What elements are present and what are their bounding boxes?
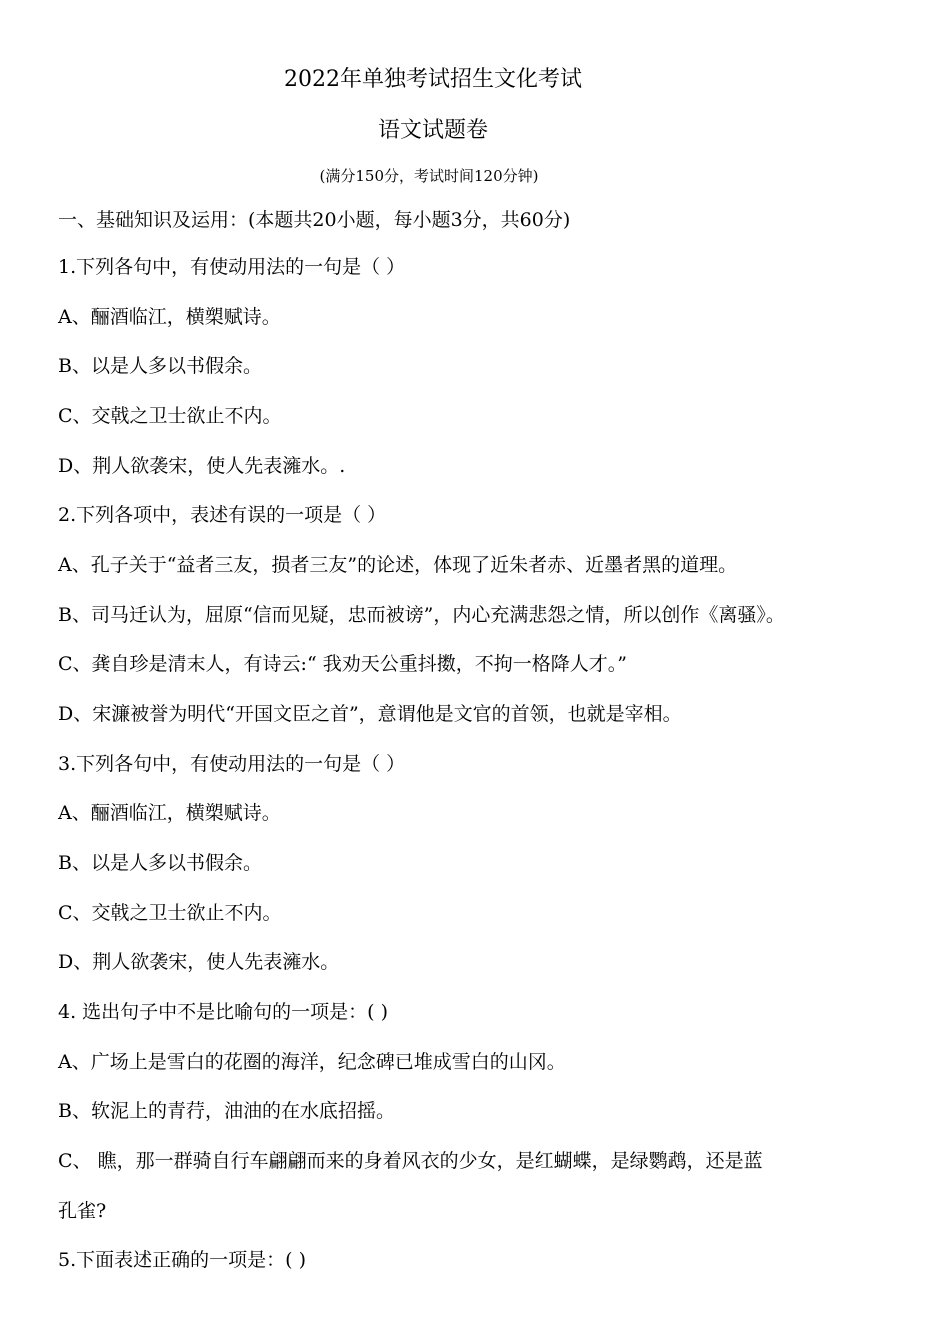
question-2-stem: 2.下列各项中，表述有误的一项是（ ） (58, 504, 387, 526)
exam-title: 2022年单独考试招生文化考试 (284, 67, 582, 92)
question-1-option-d: D、荆人欲袭宋，使人先表澭水。. (58, 455, 346, 477)
exam-subtitle: 语文试题卷 (377, 118, 488, 143)
question-3-option-a: A、酾酒临江，横槊赋诗。 (58, 802, 281, 824)
question-3-option-b: B、以是人多以书假余。 (58, 852, 262, 874)
question-1-option-b: B、以是人多以书假余。 (58, 355, 262, 377)
question-4-option-c: C、 瞧，那一群骑自行车翩翩而来的身着风衣的少女，是红蝴蝶，是绿鹦鹉，还是蓝 (58, 1150, 763, 1172)
question-2-option-b: B、司马迁认为，屈原“信而见疑，忠而被谤”，内心充满悲怨之情，所以创作《离骚》。 (58, 604, 785, 626)
question-5-stem: 5.下面表述正确的一项是：( ) (58, 1249, 306, 1271)
question-3-option-c: C、交戟之卫士欲止不内。 (58, 902, 282, 924)
exam-note: (满分150分，考试时间120分钟) (319, 167, 539, 185)
question-3-stem: 3.下列各句中，有使动用法的一句是（ ） (58, 753, 406, 775)
question-4-option-b: B、软泥上的青荇，油油的在水底招摇。 (58, 1100, 395, 1122)
question-3-option-d: D、荆人欲袭宋，使人先表澭水。 (58, 951, 340, 973)
question-1-option-a: A、酾酒临江，横槊赋诗。 (58, 306, 281, 328)
question-2-option-c: C、龚自珍是清末人，有诗云:“ 我劝天公重抖擞，不拘一格降人才。” (58, 653, 627, 675)
question-2-option-d: D、宋濂被誉为明代“开国文臣之首”，意谓他是文官的首领，也就是宰相。 (58, 703, 682, 725)
section-heading: 一、基础知识及运用：(本题共20小题，每小题3分，共60分) (58, 209, 571, 231)
question-1-stem: 1.下列各句中，有使动用法的一句是（ ） (58, 256, 406, 278)
question-2-option-a: A、孔子关于“益者三友，损者三友”的论述，体现了近朱者赤、近墨者黑的道理。 (58, 554, 738, 576)
question-1-option-c: C、交戟之卫士欲止不内。 (58, 405, 282, 427)
question-4-option-a: A、广场上是雪白的花圈的海洋，纪念碑已堆成雪白的山冈。 (58, 1051, 566, 1073)
question-4-option-c-continued: 孔雀? (58, 1200, 107, 1222)
question-4-stem: 4. 选出句子中不是比喻句的一项是：( ) (58, 1001, 389, 1023)
